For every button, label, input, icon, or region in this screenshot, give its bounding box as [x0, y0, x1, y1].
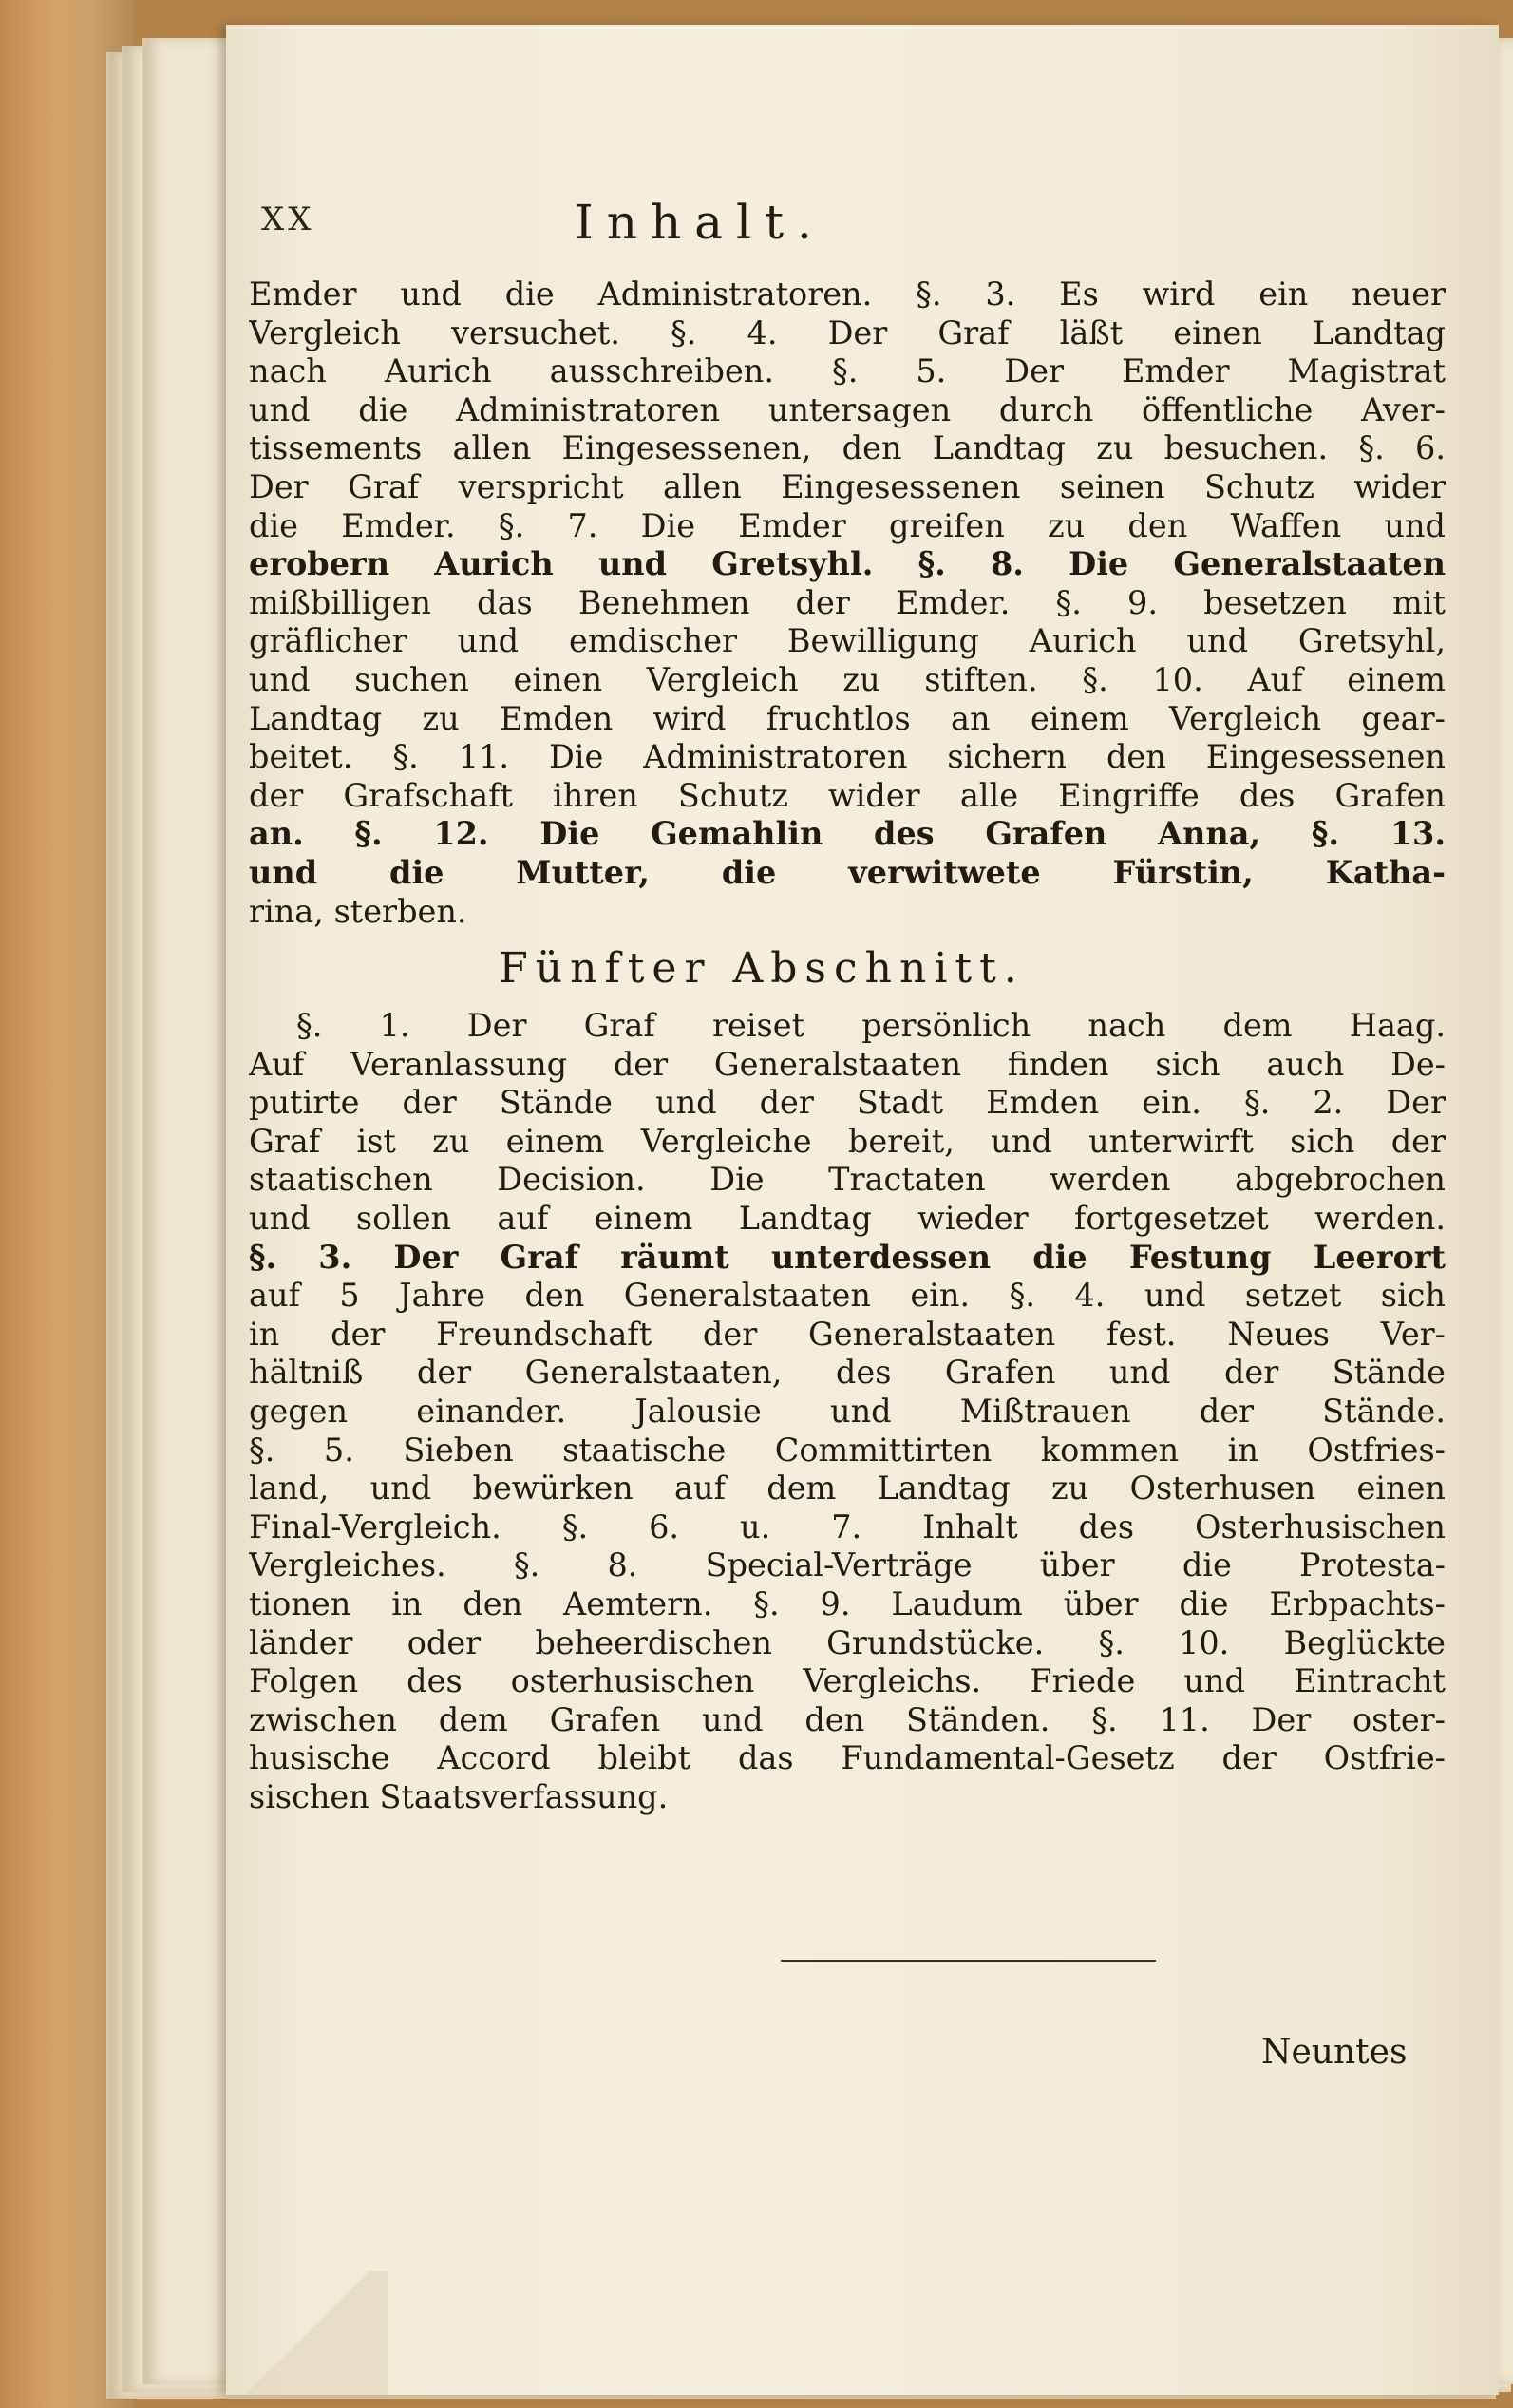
text-line: husische Accord bleibt das Fundamental-Gesetz der Ostfrie- [249, 1739, 1446, 1777]
text-line: Landtag zu Emden wird fruchtlos an einem Vergleich gear- [249, 699, 1446, 737]
section-continued-text [249, 275, 1446, 931]
text-line: §. 1. Der Graf reiset persönlich nach dem Haag. [296, 1007, 1446, 1045]
text-line: Final-Vergleich. §. 6. u. 7. Inhalt des Osterhusischen [249, 1507, 1446, 1545]
text-line: zwischen dem Grafen und den Ständen. §. 11. Der oster- [249, 1700, 1446, 1738]
text-line: tionen in den Aemtern. §. 9. Laudum über die Erbpachts- [249, 1585, 1446, 1622]
text-line: in der Freundschaft der Generalstaaten fest. Neues Ver- [249, 1315, 1446, 1353]
text-line: Der Graf verspricht allen Eingesessenen seinen Schutz wider [249, 467, 1446, 505]
text-line: Emder und die Administratoren. §. 3. Es wird ein neuer [249, 275, 1446, 313]
page-header [261, 195, 1249, 261]
text-line: der Grafschaft ihren Schutz wider alle Eingriffe des Grafen [249, 776, 1446, 814]
running-head: Inhalt. [575, 195, 825, 250]
text-line: staatischen Decision. Die Tractaten werden abgebrochen [249, 1161, 1446, 1199]
text-line: hältniß der Generalstaaten, des Grafen und der Stände [249, 1354, 1446, 1392]
text-line: tissements allen Eingesessenen, den Landtag zu besuchen. §. 6. [249, 429, 1446, 467]
text-line: Vergleich versuchet. §. 4. Der Graf läßt einen Landtag [249, 313, 1446, 351]
text-line: und die Mutter, die verwitwete Fürstin, Katha- [249, 853, 1446, 891]
text-line: gegen einander. Jalousie und Mißtrauen der Stände. [249, 1393, 1446, 1431]
text-line: auf 5 Jahre den Generalstaaten ein. §. 4. und setzet sich [249, 1277, 1446, 1315]
text-line: und sollen auf einem Landtag wieder fortgesetzet werden. [249, 1200, 1446, 1238]
text-line: §. 3. Der Graf räumt unterdessen die Festung Leerort [249, 1238, 1446, 1276]
text-line: länder oder beheerdischen Grundstücke. §. 10. Beglückte [249, 1623, 1446, 1661]
catchword: Neuntes [1261, 2033, 1408, 2072]
page-corner-fold [226, 2271, 388, 2395]
text-line: nach Aurich ausschreiben. §. 5. Der Emder Magistrat [249, 352, 1446, 390]
text-line: an. §. 12. Die Gemahlin des Grafen Anna, §. 13. [249, 815, 1446, 853]
text-line: die Emder. §. 7. Die Emder greifen zu den Waffen und [249, 506, 1446, 544]
text-line: sischen Staatsverfassung. [249, 1777, 669, 1815]
section-summary-text [249, 1007, 1446, 1816]
text-line: rina, sterben. [249, 892, 467, 930]
text-line: erobern Aurich und Gretsyhl. §. 8. Die Generalstaaten [249, 545, 1446, 583]
text-line: land, und bewürken auf dem Landtag zu Osterhusen einen [249, 1469, 1446, 1507]
horizontal-rule [781, 1960, 1156, 1962]
text-line: und die Administratoren untersagen durch öffentliche Aver- [249, 390, 1446, 428]
text-line: und suchen einen Vergleich zu stiften. §. 10. Auf einem [249, 660, 1446, 698]
page-body [249, 275, 1446, 1817]
text-line: mißbilligen das Benehmen der Emder. §. 9. besetzen mit [249, 583, 1446, 621]
text-line: Auf Veranlassung der Generalstaaten finden sich auch De- [249, 1045, 1446, 1083]
text-line: gräflicher und emdischer Bewilligung Aurich und Gretsyhl, [249, 622, 1446, 660]
text-line: Folgen des osterhusischen Vergleichs. Friede und Eintracht [249, 1662, 1446, 1700]
text-line: beitet. §. 11. Die Administratoren sichern den Eingesessenen [249, 738, 1446, 776]
text-line: Vergleiches. §. 8. Special-Verträge über die Protesta- [249, 1546, 1446, 1584]
text-line: putirte der Stände und der Stadt Emden ein. §. 2. Der [249, 1084, 1446, 1122]
page-number: XX [261, 200, 315, 238]
text-line: §. 5. Sieben staatische Committirten kommen in Ostfries- [249, 1431, 1446, 1469]
section-heading: Fünfter Abschnitt. [499, 944, 1025, 994]
text-line: Graf ist zu einem Vergleiche bereit, und unterwirft sich der [249, 1122, 1446, 1160]
